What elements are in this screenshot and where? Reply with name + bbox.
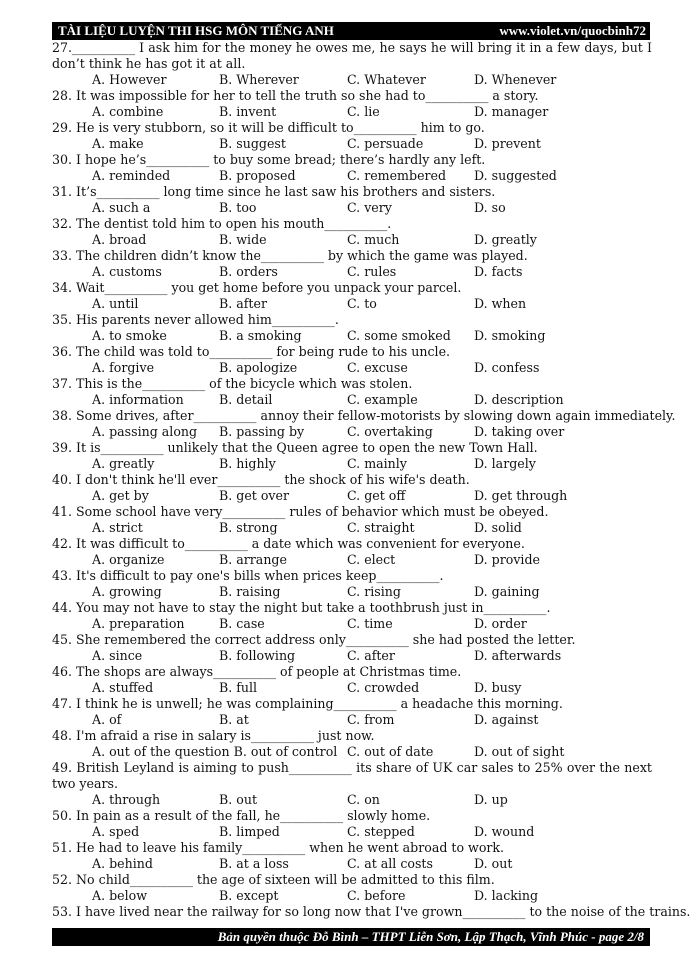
option-b: B. suggest	[219, 136, 286, 151]
option-a: A. until	[92, 296, 139, 311]
option-c: C. at all costs	[347, 856, 433, 871]
option-b: B. passing by	[219, 424, 305, 439]
option-a: A. passing along	[92, 424, 198, 439]
answer-options	[52, 680, 652, 696]
question-text: 41. Some school have very__________ rules of behavior which must be obeyed.	[52, 504, 549, 519]
option-b: B. highly	[219, 456, 276, 471]
answer-options	[52, 824, 652, 840]
option-a: A. combine	[92, 104, 164, 119]
option-d: D. when	[474, 296, 527, 311]
option-d: D. Whenever	[474, 72, 557, 87]
answer-options	[52, 296, 652, 312]
question-text: 50. In pain as a result of the fall, he__________ slowly home.	[52, 808, 431, 823]
question-text: 47. I think he is unwell; he was complaining__________ a headache this morning.	[52, 696, 563, 711]
option-c: C. rising	[347, 584, 401, 599]
question-item	[52, 664, 652, 696]
question-text: 32. The dentist told him to open his mouth__________.	[52, 216, 392, 231]
option-b: B. after	[219, 296, 267, 311]
question-item	[52, 440, 652, 472]
option-c: C. to	[347, 296, 377, 311]
question-item	[52, 376, 652, 408]
question-text: 48. I'm afraid a rise in salary is__________ just now.	[52, 728, 375, 743]
question-text: 51. He had to leave his family__________ when he went abroad to work.	[52, 840, 505, 855]
question-text: 31. It’s__________ long time since he last saw his brothers and sisters.	[52, 184, 496, 199]
option-d: D. get through	[474, 488, 568, 503]
option-b: B. limped	[219, 824, 280, 839]
option-a: A. to smoke	[92, 328, 167, 343]
option-c: C. persuade	[347, 136, 424, 151]
option-a: A. sped	[92, 824, 140, 839]
option-d: D. out of sight	[474, 744, 565, 759]
question-text: 38. Some drives, after__________ annoy their fellow-motorists by slowing down again immediately.	[52, 408, 676, 423]
option-c: C. example	[347, 392, 418, 407]
answer-options	[52, 552, 652, 568]
question-text: 30. I hope he’s__________ to buy some bread; there’s hardly any left.	[52, 152, 486, 167]
answer-options	[52, 328, 652, 344]
question-item	[52, 216, 652, 248]
header-title: TÀI LIỆU LUYỆN THI HSG MÔN TIẾNG ANH	[58, 23, 334, 38]
option-a: A. strict	[92, 520, 143, 535]
answer-options	[52, 232, 652, 248]
option-d: D. so	[474, 200, 506, 215]
question-item	[52, 872, 652, 904]
option-b: B. out	[219, 792, 258, 807]
question-item	[52, 760, 652, 808]
option-c: C. lie	[347, 104, 380, 119]
option-c: C. excuse	[347, 360, 408, 375]
question-item	[52, 248, 652, 280]
question-text: 42. It was difficult to__________ a date which was convenient for everyone.	[52, 536, 525, 551]
option-d: D. busy	[474, 680, 522, 695]
page-footer	[52, 928, 650, 946]
option-c: C. on	[347, 792, 380, 807]
question-item	[52, 840, 652, 872]
option-c: C. rules	[347, 264, 397, 279]
option-c: C. much	[347, 232, 400, 247]
option-d: D. manager	[474, 104, 549, 119]
question-item	[52, 696, 652, 728]
question-text: 36. The child was told to__________ for being rude to his uncle.	[52, 344, 451, 359]
question-text: 39. It is__________ unlikely that the Queen agree to open the new Town Hall.	[52, 440, 538, 455]
question-text: 40. I don't think he'll ever__________ the shock of his wife's death.	[52, 472, 470, 487]
option-a: A. get by	[92, 488, 149, 503]
option-b: B. get over	[219, 488, 290, 503]
option-d: D. smoking	[474, 328, 546, 343]
option-c: C. stepped	[347, 824, 415, 839]
option-a: A. of	[92, 712, 122, 727]
question-text: 27.__________ I ask him for the money he owes me, he says he will bring it in a few days, but I don’t think he has got it at all.	[52, 40, 652, 71]
answer-options	[52, 104, 652, 120]
option-a: A. growing	[92, 584, 162, 599]
option-b: B. except	[219, 888, 279, 903]
question-item	[52, 536, 652, 568]
answer-options	[52, 888, 652, 904]
option-c: C. overtaking	[347, 424, 433, 439]
question-text: 28. It was impossible for her to tell the truth so she had to__________ a story.	[52, 88, 539, 103]
answer-options	[52, 72, 652, 88]
answer-options	[52, 136, 652, 152]
option-a: A. stuffed	[92, 680, 154, 695]
question-item	[52, 632, 652, 664]
option-a: A. through	[92, 792, 161, 807]
question-text: 53. I have lived near the railway for so long now that I've grown__________ to the noise of the trains.	[52, 904, 691, 919]
option-d: D. facts	[474, 264, 523, 279]
question-item	[52, 808, 652, 840]
question-item	[52, 728, 652, 760]
question-item	[52, 88, 652, 120]
option-d: D. order	[474, 616, 527, 631]
question-item	[52, 120, 652, 152]
option-c: C. before	[347, 888, 406, 903]
option-a: A. However	[92, 72, 167, 87]
question-item	[52, 408, 676, 440]
option-c: C. Whatever	[347, 72, 426, 87]
option-c: C. very	[347, 200, 392, 215]
option-b: B. full	[219, 680, 258, 695]
question-item	[52, 344, 652, 376]
answer-options	[52, 424, 652, 440]
option-b: B. too	[219, 200, 257, 215]
question-text: 33. The children didn’t know the__________ by which the game was played.	[52, 248, 528, 263]
option-c: C. time	[347, 616, 393, 631]
question-item	[52, 280, 652, 312]
answer-options	[52, 616, 652, 632]
question-text: 29. He is very stubborn, so it will be difficult to__________ him to go.	[52, 120, 485, 135]
question-text: 45. She remembered the correct address only__________ she had posted the letter.	[52, 632, 576, 647]
question-list	[52, 40, 691, 920]
option-c: C. some smoked	[347, 328, 451, 343]
footer-copyright: Bản quyền thuộc Đỗ Bình – THPT Liễn Sơn, Lập Thạch, Vĩnh Phúc - page 2/8	[217, 929, 644, 944]
option-b: B. proposed	[219, 168, 296, 183]
option-a: A. information	[92, 392, 184, 407]
option-b: B. at	[219, 712, 249, 727]
answer-options	[52, 456, 652, 472]
option-d: D. suggested	[474, 168, 557, 183]
option-b: B. following	[219, 648, 296, 663]
option-c: C. get off	[347, 488, 406, 503]
question-text: 35. His parents never allowed him__________.	[52, 312, 339, 327]
answer-options	[52, 392, 652, 408]
option-a: A. behind	[92, 856, 153, 871]
option-c: C. from	[347, 712, 395, 727]
option-d: D. prevent	[474, 136, 541, 151]
option-b: B. detail	[219, 392, 273, 407]
option-d: D. lacking	[474, 888, 539, 903]
page-header	[52, 22, 650, 40]
answer-options	[52, 712, 652, 728]
option-d: D. largely	[474, 456, 536, 471]
option-c: C. mainly	[347, 456, 407, 471]
option-a: A. reminded	[92, 168, 171, 183]
option-b: B. Wherever	[219, 72, 299, 87]
option-a: A. greatly	[92, 456, 155, 471]
question-item	[52, 184, 652, 216]
option-b: B. strong	[219, 520, 278, 535]
option-c: C. out of date	[347, 744, 434, 759]
answer-options	[52, 648, 652, 664]
question-text: 34. Wait__________ you get home before you unpack your parcel.	[52, 280, 462, 295]
option-a: A. preparation	[92, 616, 185, 631]
question-item	[52, 312, 652, 344]
option-b: B. a smoking	[219, 328, 302, 343]
question-item	[52, 152, 652, 184]
option-d: D. against	[474, 712, 539, 727]
option-b: B. arrange	[219, 552, 287, 567]
option-a: A. broad	[92, 232, 147, 247]
option-d: D. taking over	[474, 424, 565, 439]
option-d: D. confess	[474, 360, 540, 375]
option-a: A. organize	[92, 552, 165, 567]
option-d: D. solid	[474, 520, 522, 535]
question-item	[52, 600, 652, 632]
option-a: A. forgive	[92, 360, 155, 375]
option-d: D. greatly	[474, 232, 537, 247]
option-b: B. wide	[219, 232, 267, 247]
answer-options	[52, 200, 652, 216]
option-c: C. remembered	[347, 168, 447, 183]
answer-options	[52, 360, 652, 376]
answer-options	[52, 792, 652, 808]
question-text: 43. It's difficult to pay one's bills when prices keep__________.	[52, 568, 444, 583]
option-a: A. customs	[92, 264, 162, 279]
answer-options	[52, 584, 652, 600]
question-text: 44. You may not have to stay the night but take a toothbrush just in__________.	[52, 600, 551, 615]
option-b: B. apologize	[219, 360, 298, 375]
option-a: A. since	[92, 648, 143, 663]
option-a: A. below	[92, 888, 148, 903]
option-c: C. crowded	[347, 680, 420, 695]
option-d: D. up	[474, 792, 508, 807]
option-a: A. out of the question B. out of control	[92, 744, 338, 759]
question-text: 49. British Leyland is aiming to push__________ its share of UK car sales to 25% over the next two years.	[52, 760, 652, 791]
question-text: 37. This is the__________ of the bicycle which was stolen.	[52, 376, 413, 391]
question-item	[52, 504, 652, 536]
option-a: A. such a	[92, 200, 151, 215]
answer-options	[52, 168, 652, 184]
option-d: D. description	[474, 392, 564, 407]
question-item	[52, 40, 652, 88]
answer-options	[52, 856, 652, 872]
answer-options	[52, 488, 652, 504]
option-b: B. invent	[219, 104, 277, 119]
question-item	[52, 904, 691, 920]
question-text: 52. No child__________ the age of sixteen will be admitted to this film.	[52, 872, 495, 887]
option-d: D. out	[474, 856, 513, 871]
question-text: 46. The shops are always__________ of people at Christmas time.	[52, 664, 462, 679]
option-b: B. at a loss	[219, 856, 289, 871]
option-d: D. afterwards	[474, 648, 562, 663]
answer-options	[52, 744, 652, 760]
question-item	[52, 472, 652, 504]
option-d: D. gaining	[474, 584, 540, 599]
option-b: B. raising	[219, 584, 281, 599]
answer-options	[52, 520, 652, 536]
option-b: B. case	[219, 616, 265, 631]
option-d: D. provide	[474, 552, 540, 567]
option-c: C. straight	[347, 520, 415, 535]
option-c: C. elect	[347, 552, 396, 567]
question-item	[52, 568, 652, 600]
option-c: C. after	[347, 648, 395, 663]
header-website: www.violet.vn/quocbinh72	[499, 23, 646, 38]
answer-options	[52, 264, 652, 280]
option-a: A. make	[92, 136, 144, 151]
option-d: D. wound	[474, 824, 535, 839]
option-b: B. orders	[219, 264, 278, 279]
